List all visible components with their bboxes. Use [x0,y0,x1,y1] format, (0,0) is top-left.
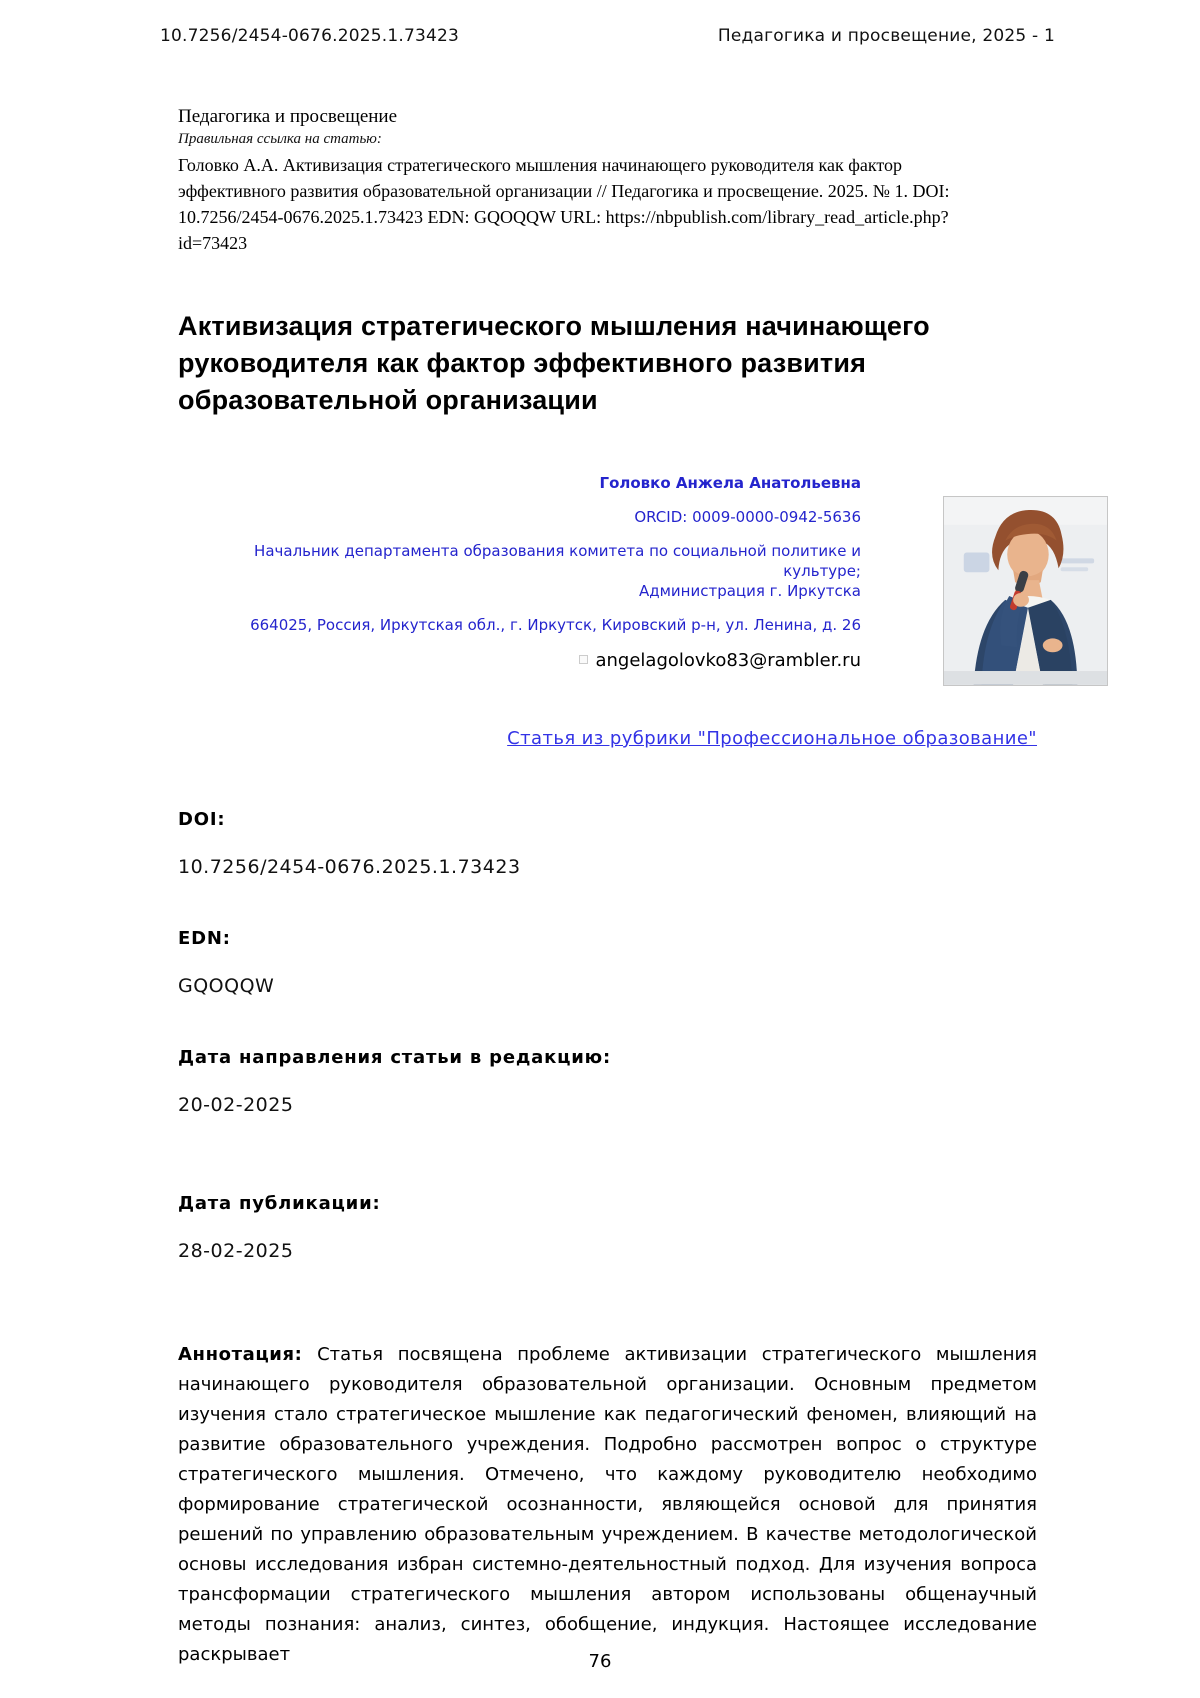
doi-value: 10.7256/2454-0676.2025.1.73423 [178,856,521,878]
author-block [178,473,1108,686]
abstract-paragraph [178,1340,1037,1670]
author-affiliation-line2: Администрация г. Иркутска [638,582,861,600]
email-icon [579,655,588,664]
abstract-text: Статья посвящена проблеме активизации стратегического мышления начинающего руководителя образовательной организации. Основным предметом изучения стало стратегическое мышление как педагогический феномен, влияющий на развитие образовательного учреждения. Подробно рассмотрен вопрос о структуре стратегического мышления. Отмечено, что каждому руководителю необходимо формирование стратегической осознанности, являющейся основой для принятия решений по управлению образовательным учреждением. В качестве методологической основы исследования избран системно-деятельностный подход. Для изучения вопроса трансформации стратегического мышления автором использованы общенаучный методы познания: анализ, синтез, обобщение, индукция. Настоящее исследование раскрывает [178,1344,1037,1665]
page-number: 76 [588,1651,612,1672]
submitted-date-value: 20-02-2025 [178,1094,294,1116]
doi-section [178,809,1037,878]
article-title: Активизация стратегического мышления начинающего руководителя как фактор эффективного развития образовательной организации [178,311,930,415]
submitted-date-label: Дата направления статьи в редакцию: [178,1047,611,1068]
edn-section [178,928,1037,997]
citation-label: Правильная ссылка на статью: [178,131,382,147]
citation-block [178,106,1037,256]
citation-text: Головко А.А. Активизация стратегического мышления начинающего руководителя как фактор эффективного развития образовательной организации // Педагогика и просвещение. 2025. № 1. DOI: 10.7256/2454-0676.2025.1.73423 EDN: GQOQQW URL: https://nbpublish.com/library_read_article.php?id=73423 [178,155,950,253]
edn-label: EDN: [178,928,231,949]
author-address: 664025, Россия, Иркутская обл., г. Иркутск, Кировский р-н, ул. Ленина, д. 26 [250,616,861,634]
header-journal-issue: Педагогика и просвещение, 2025 - 1 [717,26,1055,46]
published-date-section [178,1193,1037,1262]
author-affiliation-line1: Начальник департамента образования комитета по социальной политике и культуре; [254,542,861,580]
edn-value: GQOQQW [178,975,275,997]
author-orcid: ORCID: 0009-0000-0942-5636 [634,508,861,526]
header-doi: 10.7256/2454-0676.2025.1.73423 [160,26,460,46]
author-name: Головко Анжела Анатольевна [599,474,861,492]
submitted-date-section [178,1047,1037,1116]
author-email: angelagolovko83@rambler.ru [595,650,861,671]
doi-label: DOI: [178,809,226,830]
rubric-link[interactable]: Статья из рубрики "Профессиональное образование" [507,728,1037,749]
author-photo [943,496,1108,686]
citation-journal-name: Педагогика и просвещение [178,106,398,127]
rubric-row [178,728,1037,749]
abstract-label: Аннотация: [178,1344,303,1365]
author-email-row [178,651,861,671]
published-date-value: 28-02-2025 [178,1240,294,1262]
published-date-label: Дата публикации: [178,1193,381,1214]
